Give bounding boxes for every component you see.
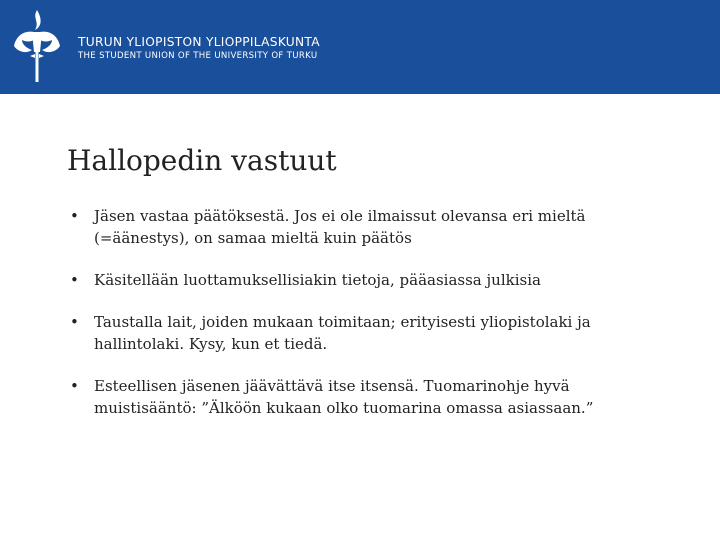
bullet-item — [60, 269, 660, 291]
bullet-symbol: • — [70, 271, 79, 289]
org-name: TURUN YLIOPISTON YLIOPPILASKUNTA — [78, 35, 320, 49]
bullet-list — [60, 205, 660, 439]
bullet-item — [60, 375, 660, 419]
bullet-symbol: • — [70, 313, 79, 331]
slide-title: Hallopedin vastuut — [67, 144, 337, 177]
bullet-symbol: • — [70, 207, 79, 225]
bullet-text: Taustalla lait, joiden mukaan toimitaan; erityisesti yliopistolaki ja hallintolaki. Kysy, kun et tiedä. — [94, 313, 591, 353]
torch-emblem-icon — [10, 8, 64, 84]
org-name-english: THE STUDENT UNION OF THE UNIVERSITY OF TURKU — [78, 51, 318, 61]
bullet-text: Käsitellään luottamuksellisiakin tietoja, pääasiassa julkisia — [94, 271, 541, 289]
bullet-item — [60, 311, 660, 355]
bullet-symbol: • — [70, 377, 79, 395]
bullet-text: Esteellisen jäsenen jäävättävä itse itsensä. Tuomarinohje hyvä muistisääntö: ”Älköön kukaan olko tuomarina omassa asiassaan.” — [94, 377, 594, 417]
header-band — [0, 0, 720, 94]
bullet-text: Jäsen vastaa päätöksestä. Jos ei ole ilmaissut olevansa eri mieltä (=äänestys), on samaa mieltä kuin päätös — [94, 207, 586, 247]
bullet-item — [60, 205, 660, 249]
